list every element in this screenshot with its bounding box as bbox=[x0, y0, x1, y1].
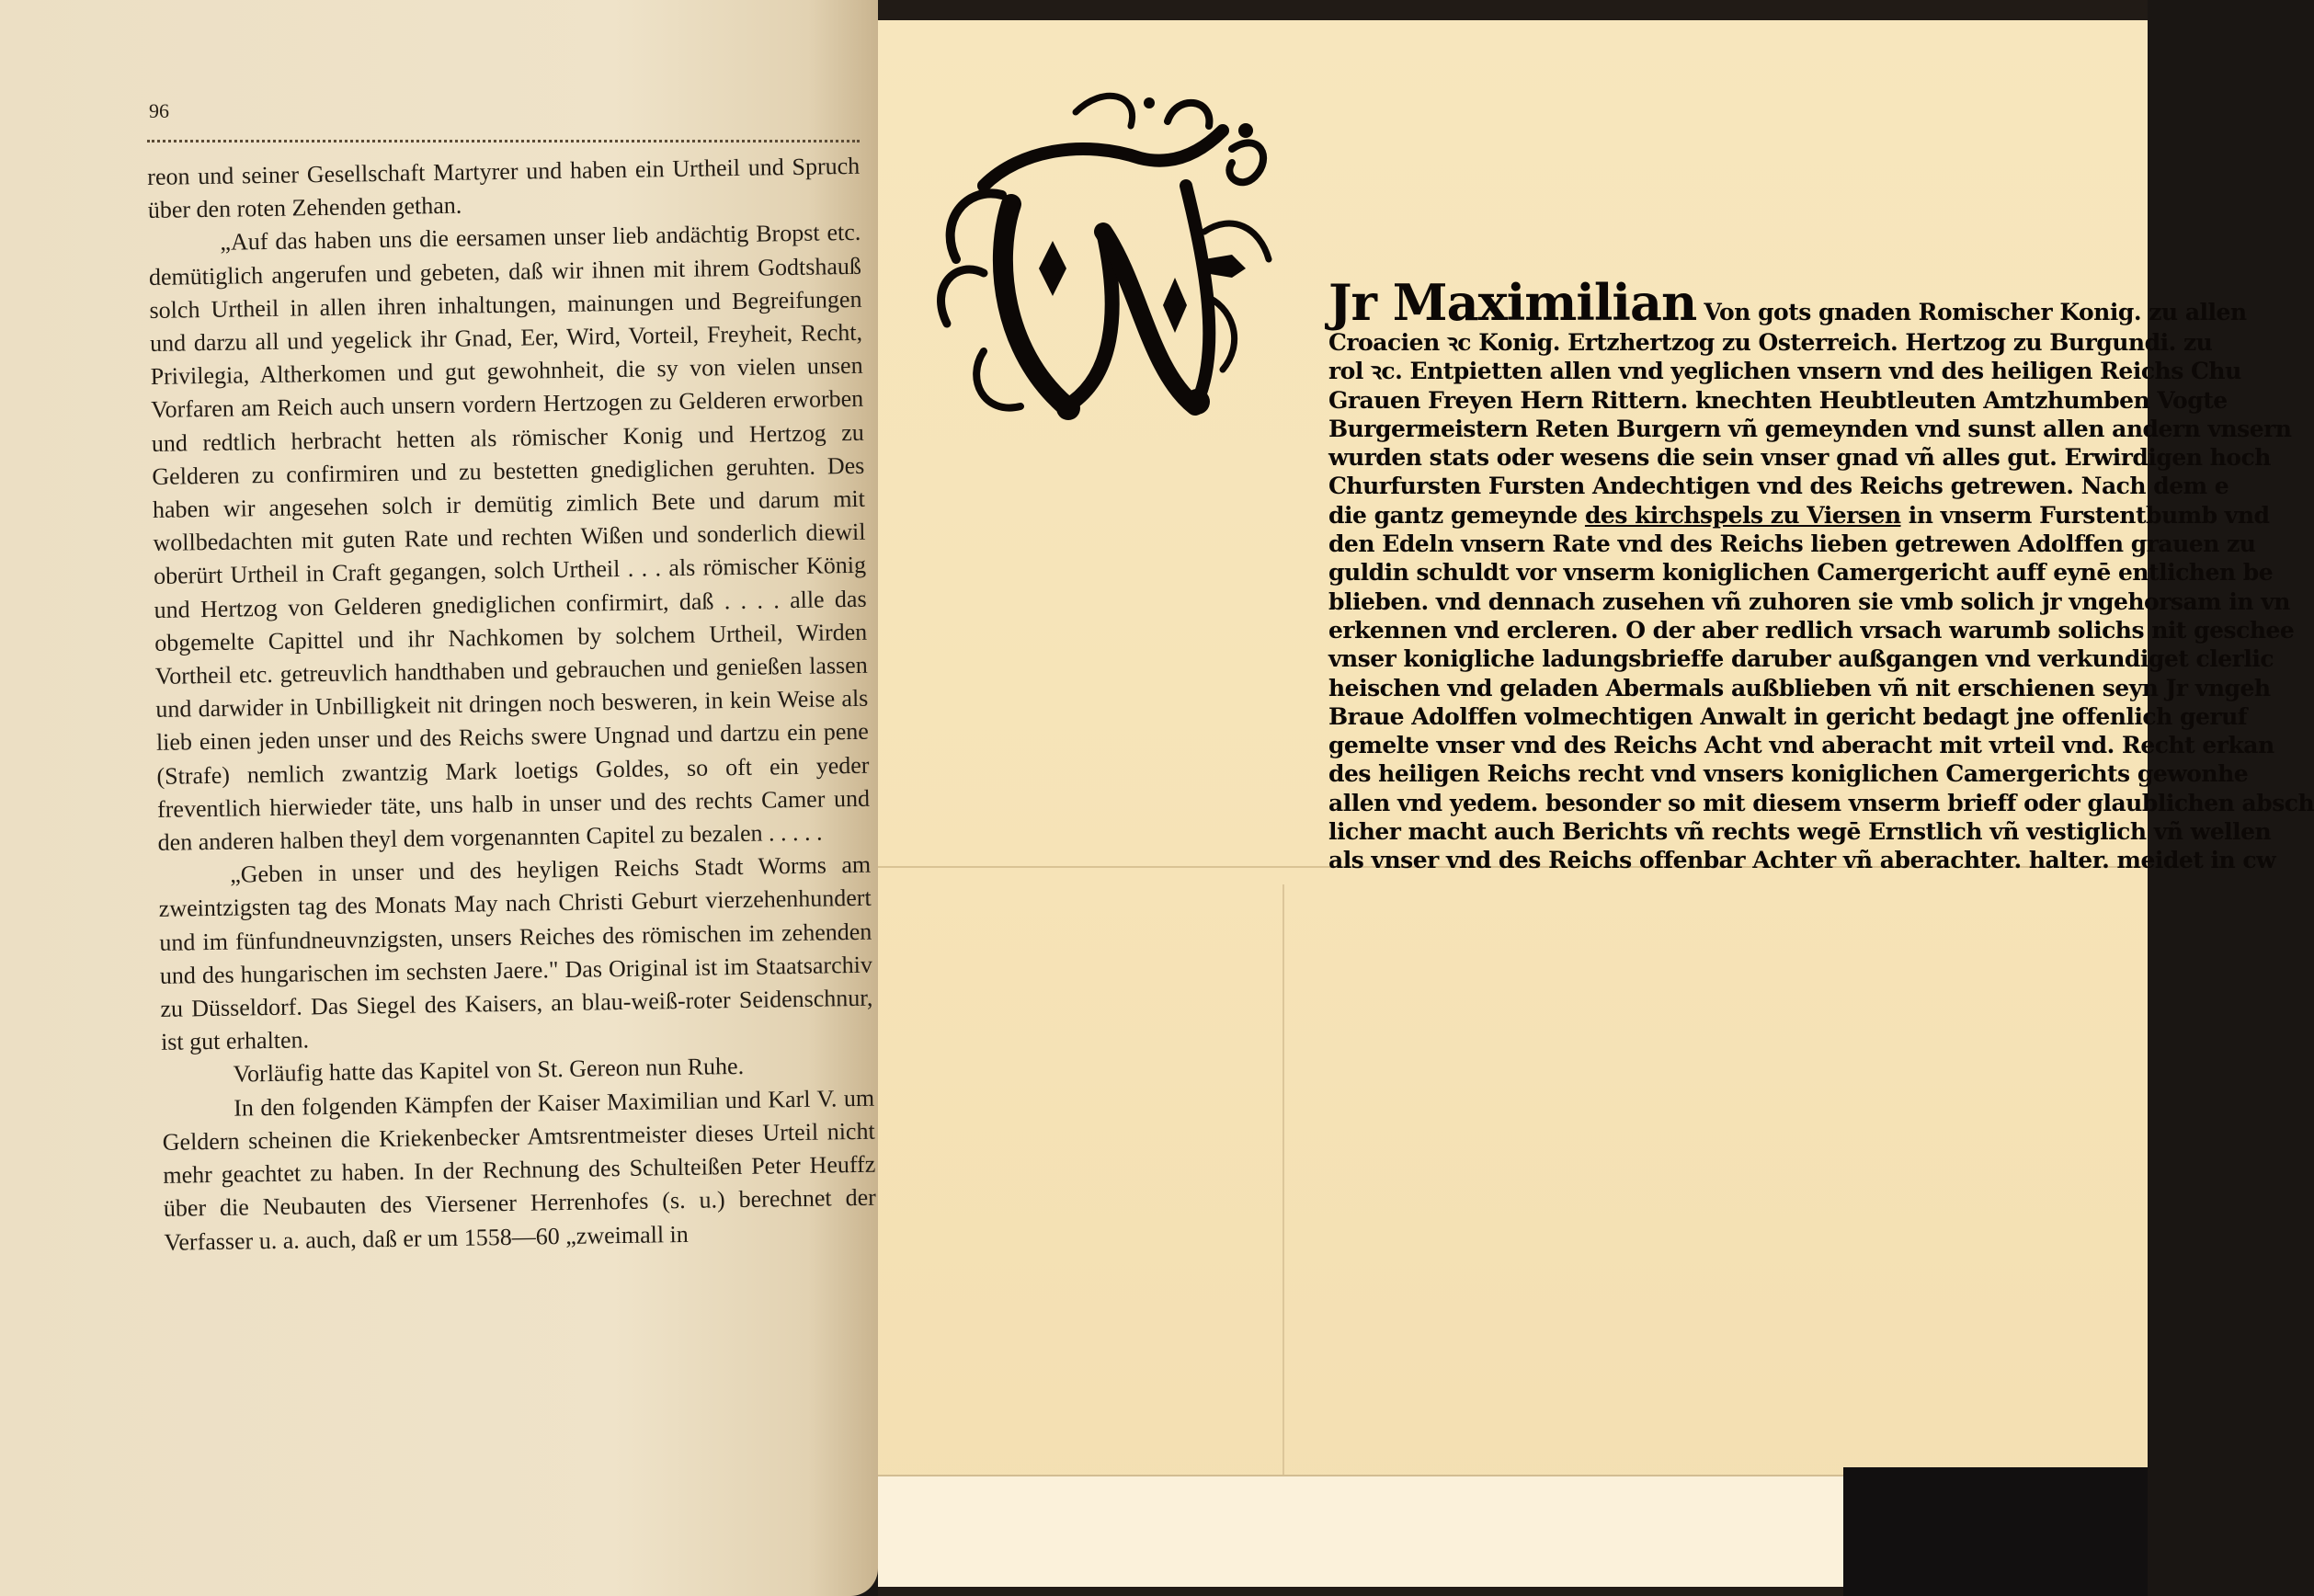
text-line: erkennen vnd ercleren. O der aber redlich vrsach warumb solichs nit geschee bbox=[1328, 616, 2295, 644]
facsimile-sheet bbox=[878, 20, 2314, 1565]
text-line: Churfursten Fursten Andechtigen vnd des Reichs getrewen. Nach dem e bbox=[1328, 473, 2229, 500]
title-line bbox=[1328, 273, 2247, 332]
line-end: in vnserm Furstentbumb vnd bbox=[1900, 501, 2270, 529]
text-line: blieben. vnd dennach zusehen vñ zuhoren sie vmb solich jr vngehorsam in vn bbox=[1328, 587, 2290, 615]
text-line: gemelte vnser vnd des Reichs Acht vnd aberacht mit vrteil vnd. Recht erkan bbox=[1328, 732, 2274, 759]
paragraph: In den folgenden Kämpfen der Kaiser Maximilian und Karl V. um Geldern scheinen die Kriekenbecker Amtsrentmeister dieses Urteil nicht mehr geachtet zu haben. In der Rechnung des Schulteißen Peter Heuffz über die Neubauten des Viersener Herrenhofes (s. u.) berechnet der Verfasser u. a. auch, daß er um 1558—60 „zweimall in bbox=[162, 1084, 877, 1256]
right-page bbox=[878, 0, 2314, 1596]
text-line bbox=[1328, 501, 2270, 530]
line-start: die gantz gemeynde bbox=[1328, 501, 1585, 529]
left-page-content bbox=[147, 99, 877, 1260]
text-line: allen vnd yedem. besonder so mit diesem vnserm brieff oder glaublichen absch bbox=[1328, 789, 2314, 816]
text-line: als vnser vnd des Reichs offenbar Achter vñ aberachter. halter. meidet in cw bbox=[1328, 847, 2276, 874]
left-page bbox=[0, 0, 878, 1596]
body-text bbox=[147, 150, 882, 1260]
paragraph: Vorläufig hatte das Kapitel von St. Gereon nun Ruhe. bbox=[233, 1053, 745, 1089]
paragraph: „Auf das haben uns die eersamen unser lieb andächtig Bropst etc. demütiglich angerufen und gebeten, daß wir ihnen mit ihrem Godtshauß solch Urtheil in allen ihren inhaltungen, mainungen und Begreifungen und darzu all und yegelick ihr Gnad, Eer, Wird, Vorteil, Freyheit, Recht, Privilegia, Altherkomen und gut gewohnheit, die sy von vielen unsen Vorfaren am Reich auch unsern vordern Hertzogen zu Gelderen erworben und redtlich herbracht hetten als römischer Konig und Hertzog zu Gelderen zu confirmiren und zu bestetten gnediglichen geruhten. Des haben wir angesehen solch ir demütig zimlich Bete und darum mit wollbedachten mit guten Rate und rechten Wißen und sonderlich diewil oberürt Urtheil in Craft gegangen, solch Urtheil . . . als römischer König und Hertzog von Gelderen gnediglichen confirmirt, daß . . . . alle das obgemelte Capittel und ihr Nachkomen by solchem Urtheil, Wirden Vortheil etc. getreuvlich handthaben und gebrauchen und genießen lassen und darwider in Unbilligkeit nit dringen noch besweren, in kein Weise als lieb einen jeden unser und des Reichs swere Ungnad und dartzu ein pene (Strafe) nemlich zwantzig Mark loetigs Goldes, so oft ein yeder freventlich hierwieder täte, uns halb in unser und des rechts Camer und den anderen halben theyl dem vorgenannten Capitel zu bezalen . . . . . bbox=[148, 219, 871, 856]
text-line: Croacien ꝛc Konig. Ertzhertzog zu Osterreich. Hertzog zu Burgundi. zu bbox=[1328, 329, 2213, 356]
folded-sheet-edge bbox=[878, 1475, 1843, 1587]
text-line: des heiligen Reichs recht vnd vnsers koniglichen Camergerichts gewonhe bbox=[1328, 760, 2249, 788]
paragraph: reon und seiner Gesellschaft Martyrer und haben ein Urtheil und Spruch über den roten Zehenden gethan. bbox=[147, 152, 861, 224]
text-line: den Edeln vnsern Rate vnd des Reichs lieben getrewen Adolffen grauen zu bbox=[1328, 530, 2256, 558]
page-number: 96 bbox=[149, 99, 169, 122]
text-line: Braue Adolffen volmechtigen Anwalt in gericht bedagt jne offenlich geruf bbox=[1328, 702, 2247, 730]
background-shadow bbox=[1843, 1467, 2148, 1596]
text-line: wurden stats oder wesens die sein vnser gnad vñ alles gut. Erwirdigen hoch bbox=[1328, 444, 2271, 472]
text-line: guldin schuldt vor vnserm koniglichen Camergericht auff eynē entlichen be bbox=[1328, 559, 2274, 587]
fold-line bbox=[1282, 884, 1284, 1519]
text-line: vnser konigliche ladungsbrieffe daruber außgangen vnd verkundiget clerlic bbox=[1328, 645, 2274, 673]
header-rule bbox=[147, 140, 860, 142]
fraktur-text bbox=[1328, 273, 2314, 875]
title-rest: Von gots gnaden Romischer Konig. zu allen bbox=[1696, 299, 2247, 325]
paragraph: „Geben in unser und des heyligen Reichs Stadt Worms am zweintzigsten tag des Monats May nach Christi Geburt vierzehenhundert und im fünfundneuvnzigsten, unsers Reiches des römischen im zehenden und des hungarischen im sechsten Jaere." Das Original ist im Staatsarchiv zu Düsseldorf. Das Siegel des Kaisers, an blau-weiß-roter Seidenschnur, ist gut erhalten. bbox=[158, 850, 873, 1056]
text-line: heischen vnd geladen Abermals außblieben vñ nit erschienen seyn Jr vngeh bbox=[1328, 674, 2271, 701]
underlined-phrase: des kirchspels zu Viersen bbox=[1584, 501, 1901, 529]
text-line: rol ꝛc. Entpietten allen vnd yeglichen vnsern vnd des heiligen Reichs Chu bbox=[1328, 358, 2241, 385]
decorated-initial-W-icon bbox=[929, 75, 1278, 462]
text-line: Grauen Freyen Hern Rittern. knechten Heubtleuten Amtzhumben Vogte bbox=[1328, 386, 2228, 414]
text-line: Burgermeistern Reten Burgern vñ gemeynden vnd sunst allen andern vnsern bbox=[1328, 415, 2292, 442]
title-name: Jr Maximilian bbox=[1328, 273, 1697, 332]
text-line: licher macht auch Berichts vñ rechts wegē Ernstlich vñ vestiglich vñ wellen bbox=[1328, 818, 2272, 846]
